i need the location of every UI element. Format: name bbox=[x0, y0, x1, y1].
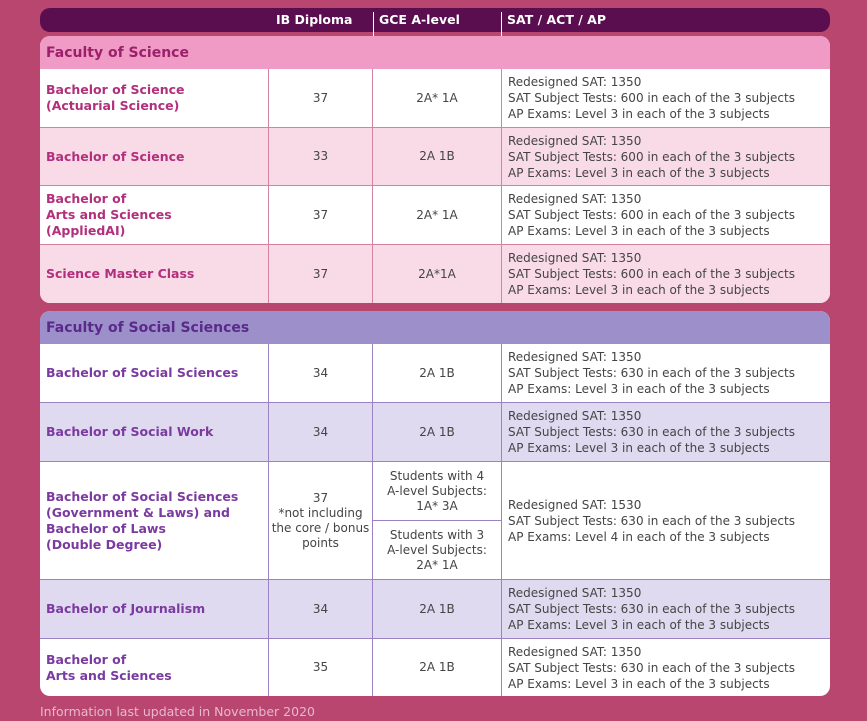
text-line: Bachelor of Social Sciences bbox=[46, 488, 239, 504]
sat-act-ap-requirements bbox=[501, 580, 830, 638]
sat-act-ap-requirements bbox=[501, 245, 830, 303]
text-line: Bachelor of Journalism bbox=[46, 601, 206, 616]
text-line: AP Exams: Level 3 in each of the 3 subjects bbox=[508, 224, 770, 238]
text-line: 2A 1B bbox=[419, 424, 455, 439]
gce-grade bbox=[373, 69, 501, 127]
text-line: Students with 4 bbox=[389, 468, 485, 483]
text-line: (Actuarial Science) bbox=[46, 98, 180, 113]
program-name bbox=[40, 69, 268, 127]
text-line: AP Exams: Level 3 in each of the 3 subjects bbox=[508, 618, 770, 632]
ib-diploma-score bbox=[268, 462, 372, 579]
text-line: 2A 1B bbox=[419, 149, 455, 163]
text-line: AP Exams: Level 3 in each of the 3 subjects bbox=[508, 283, 770, 297]
table-row bbox=[40, 402, 830, 461]
sat-act-ap-requirements bbox=[501, 69, 830, 127]
text-line: Bachelor of Social Sciences bbox=[46, 365, 239, 380]
program-name bbox=[40, 186, 268, 244]
text-line: 2A 1B bbox=[419, 601, 455, 616]
text-line: AP Exams: Level 4 in each of the 3 subjects bbox=[508, 529, 770, 544]
ib-diploma-score bbox=[268, 186, 372, 244]
text-line: 34 bbox=[312, 365, 329, 380]
text-line: AP Exams: Level 3 in each of the 3 subjects bbox=[508, 441, 770, 455]
table-row bbox=[40, 461, 830, 579]
text-line: Bachelor of Science bbox=[46, 148, 185, 164]
table-header bbox=[40, 8, 830, 32]
text-line: SAT Subject Tests: 600 in each of the 3 subjects bbox=[508, 149, 795, 164]
gce-a-level-grades bbox=[372, 186, 501, 244]
gce-option bbox=[373, 520, 501, 579]
section-title: Faculty of Science bbox=[40, 36, 830, 69]
gce-grade bbox=[373, 186, 501, 244]
header-divider bbox=[373, 12, 374, 36]
text-line: (Double Degree) bbox=[46, 536, 163, 552]
text-line: Arts and Sciences bbox=[46, 667, 172, 683]
ib-diploma-score bbox=[268, 403, 372, 461]
text-line: 37 bbox=[312, 490, 329, 505]
text-line: SAT Subject Tests: 630 in each of the 3 subjects bbox=[508, 602, 795, 616]
text-line: 34 bbox=[312, 424, 329, 439]
text-line: AP Exams: Level 3 in each of the 3 subjects bbox=[508, 676, 770, 691]
header-ib-diploma: IB Diploma bbox=[276, 12, 353, 27]
sat-act-ap-requirements bbox=[501, 639, 830, 696]
header-sat-act-ap: SAT / ACT / AP bbox=[507, 12, 606, 27]
gce-a-level-grades bbox=[372, 639, 501, 696]
text-line: 2A* 1A bbox=[416, 207, 458, 222]
header-divider bbox=[501, 12, 502, 36]
text-line: (Government & Laws) and bbox=[46, 504, 230, 520]
last-updated-note: Information last updated in November 2020 bbox=[40, 704, 315, 719]
text-line: 37 bbox=[312, 207, 329, 222]
text-line: (AppliedAI) bbox=[46, 223, 126, 238]
gce-a-level-grades bbox=[372, 403, 501, 461]
text-line: SAT Subject Tests: 630 in each of the 3 subjects bbox=[508, 660, 795, 675]
text-line: 1A* 3A bbox=[416, 498, 458, 513]
gce-grade bbox=[373, 245, 501, 303]
gce-a-level-grades bbox=[372, 580, 501, 638]
ib-diploma-score bbox=[268, 69, 372, 127]
text-line: 2A*1A bbox=[418, 266, 456, 281]
table-row bbox=[40, 244, 830, 303]
text-line: Redesigned SAT: 1350 bbox=[508, 75, 642, 89]
text-line: Redesigned SAT: 1530 bbox=[508, 497, 642, 512]
gce-grade bbox=[373, 639, 501, 696]
ib-diploma-score bbox=[268, 344, 372, 402]
program-name bbox=[40, 128, 268, 185]
gce-a-level-grades bbox=[372, 462, 501, 579]
text-line: *not including bbox=[278, 505, 363, 520]
gce-grade bbox=[373, 128, 501, 185]
text-line: 2A 1B bbox=[419, 365, 455, 380]
program-name bbox=[40, 580, 268, 638]
text-line: A-level Subjects: bbox=[387, 542, 487, 557]
ib-diploma-score bbox=[268, 245, 372, 303]
sat-act-ap-requirements bbox=[501, 186, 830, 244]
ib-diploma-score bbox=[268, 128, 372, 185]
table-row bbox=[40, 638, 830, 696]
text-line: Bachelor of bbox=[46, 651, 127, 667]
text-line: Science Master Class bbox=[46, 266, 195, 281]
text-line: Bachelor of Laws bbox=[46, 520, 166, 536]
text-line: Redesigned SAT: 1350 bbox=[508, 409, 642, 423]
gce-grade bbox=[373, 403, 501, 461]
sat-act-ap-requirements bbox=[501, 128, 830, 185]
text-line: the core / bonus bbox=[271, 520, 370, 535]
text-line: Students with 3 bbox=[389, 527, 485, 542]
program-name bbox=[40, 403, 268, 461]
table-row bbox=[40, 69, 830, 127]
table-row bbox=[40, 185, 830, 244]
text-line: Bachelor of Social Work bbox=[46, 424, 214, 439]
program-name bbox=[40, 245, 268, 303]
table-row bbox=[40, 344, 830, 402]
text-line: SAT Subject Tests: 630 in each of the 3 subjects bbox=[508, 513, 795, 528]
section-title: Faculty of Social Sciences bbox=[40, 311, 830, 344]
gce-grade bbox=[373, 580, 501, 638]
gce-grade bbox=[373, 344, 501, 402]
text-line: 33 bbox=[312, 149, 329, 163]
text-line: 34 bbox=[312, 601, 329, 616]
text-line: Redesigned SAT: 1350 bbox=[508, 350, 642, 364]
gce-a-level-grades bbox=[372, 128, 501, 185]
sat-act-ap-requirements bbox=[501, 462, 830, 579]
gce-option bbox=[373, 462, 501, 520]
header-gce-a-level: GCE A-level bbox=[379, 12, 460, 27]
text-line: AP Exams: Level 3 in each of the 3 subjects bbox=[508, 382, 770, 396]
text-line: 2A* 1A bbox=[416, 90, 458, 105]
text-line: SAT Subject Tests: 630 in each of the 3 subjects bbox=[508, 425, 795, 439]
text-line: 37 bbox=[312, 90, 329, 105]
text-line: SAT Subject Tests: 600 in each of the 3 subjects bbox=[508, 208, 795, 222]
text-line: Bachelor of bbox=[46, 191, 127, 206]
gce-a-level-grades bbox=[372, 344, 501, 402]
text-line: 35 bbox=[312, 660, 329, 674]
text-line: points bbox=[302, 535, 339, 550]
program-name bbox=[40, 344, 268, 402]
program-name bbox=[40, 462, 268, 579]
text-line: Bachelor of Science bbox=[46, 82, 185, 97]
ib-diploma-score bbox=[268, 580, 372, 638]
text-line: SAT Subject Tests: 600 in each of the 3 subjects bbox=[508, 91, 795, 105]
faculty-of-science-section bbox=[40, 36, 830, 303]
text-line: Redesigned SAT: 1350 bbox=[508, 192, 642, 206]
text-line: 37 bbox=[312, 266, 329, 281]
program-name bbox=[40, 639, 268, 696]
gce-a-level-grades bbox=[372, 69, 501, 127]
text-line: 2A 1B bbox=[419, 660, 455, 674]
text-line: A-level Subjects: bbox=[387, 483, 487, 498]
sat-act-ap-requirements bbox=[501, 344, 830, 402]
text-line: SAT Subject Tests: 600 in each of the 3 subjects bbox=[508, 267, 795, 281]
text-line: SAT Subject Tests: 630 in each of the 3 subjects bbox=[508, 366, 795, 380]
ib-diploma-score bbox=[268, 639, 372, 696]
faculty-of-social-sciences-section bbox=[40, 311, 830, 696]
text-line: Redesigned SAT: 1350 bbox=[508, 644, 642, 659]
sat-act-ap-requirements bbox=[501, 403, 830, 461]
text-line: Redesigned SAT: 1350 bbox=[508, 133, 642, 148]
text-line: AP Exams: Level 3 in each of the 3 subjects bbox=[508, 165, 770, 180]
table-row bbox=[40, 127, 830, 185]
table-row bbox=[40, 579, 830, 638]
text-line: Redesigned SAT: 1350 bbox=[508, 586, 642, 600]
text-line: Arts and Sciences bbox=[46, 207, 172, 222]
gce-a-level-grades bbox=[372, 245, 501, 303]
text-line: AP Exams: Level 3 in each of the 3 subjects bbox=[508, 107, 770, 121]
text-line: 2A* 1A bbox=[416, 557, 458, 572]
text-line: Redesigned SAT: 1350 bbox=[508, 251, 642, 265]
